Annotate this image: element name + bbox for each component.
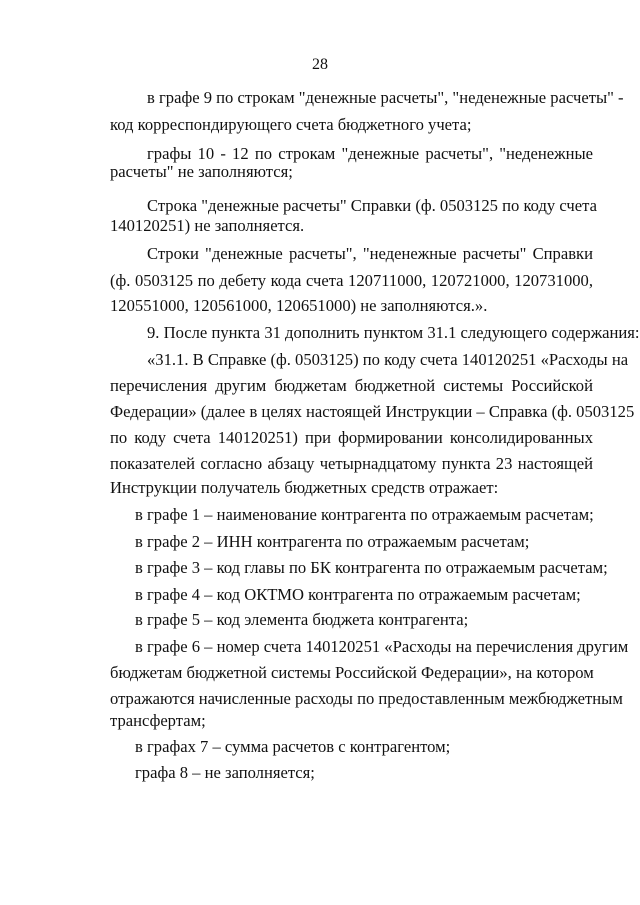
text-line: код корреспондирующего счета бюджетного учета; [110,115,472,134]
text-line: в графе 3 – код главы по БК контрагента по отражаемым расчетам; [135,558,608,577]
text-line: Инструкции получатель бюджетных средств отражает: [110,478,499,497]
text-line: «31.1. В Справке (ф. 0503125) по коду счета 140120251 «Расходы на [147,350,629,369]
text-line: Строка "денежные расчеты" Справки (ф. 0503125 по коду счета [147,196,597,215]
text-line: в графе 6 – номер счета 140120251 «Расходы на перечисления другим [135,637,629,656]
text-line: в графе 9 по строкам "денежные расчеты", "неденежные расчеты" - [147,88,624,107]
text-line: Строки "денежные расчеты", "неденежные расчеты" Справки [147,244,593,263]
text-line: в графах 7 – сумма расчетов с контрагентом; [135,737,451,756]
text-line: по коду счета 140120251) при формировании консолидированных [110,428,593,447]
text-line: в графе 2 – ИНН контрагента по отражаемым расчетам; [135,532,530,551]
text-line: Федерации» (далее в целях настоящей Инструкции – Справка (ф. 0503125 [110,402,635,421]
text-line: графы 10 - 12 по строкам "денежные расчеты", "неденежные [147,144,593,163]
text-line: в графе 4 – код ОКТМО контрагента по отражаемым расчетам; [135,585,581,604]
text-line: в графе 1 – наименование контрагента по отражаемым расчетам; [135,505,594,524]
page-number: 28 [312,56,328,73]
text-line: в графе 5 – код элемента бюджета контрагента; [135,610,469,629]
text-line: 140120251) не заполняется. [110,216,305,235]
text-line: бюджетам бюджетной системы Российской Федерации», на котором [110,663,594,682]
text-line: графа 8 – не заполняется; [135,763,315,782]
text-line: (ф. 0503125 по дебету кода счета 120711000, 120721000, 120731000, [110,271,593,290]
text-line: отражаются начисленные расходы по предоставленным межбюджетным [110,689,623,708]
text-line: трансфертам; [110,711,206,730]
text-line: показателей согласно абзацу четырнадцатому пункта 23 настоящей [110,454,593,473]
text-line: расчеты" не заполняются; [110,162,293,181]
text-line: 120551000, 120561000, 120651000) не заполняются.». [110,296,488,315]
text-line: 9. После пункта 31 дополнить пунктом 31.1 следующего содержания: [147,323,640,342]
text-line: перечисления другим бюджетам бюджетной системы Российской [110,376,593,395]
